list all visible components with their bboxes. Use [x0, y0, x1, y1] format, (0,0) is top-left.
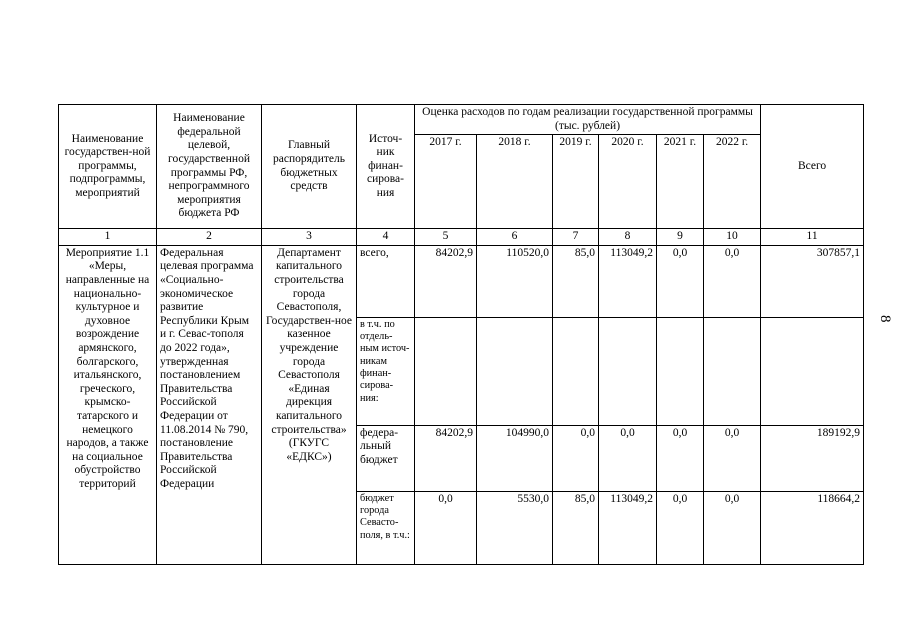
funding-source: всего,	[357, 245, 415, 317]
value-cell	[599, 317, 657, 425]
column-number: 9	[657, 229, 704, 246]
value-cell: 0,0	[704, 491, 761, 564]
event-name: Мероприятие 1.1 «Меры, направленные на национально-культурное и духовное возрождение армянского, болгарского, итальянского, греческого, крымско-татарского и немецкого народов, а также на социальное обустройство территорий	[59, 245, 157, 564]
value-cell: 0,0	[553, 425, 599, 491]
value-cell: 0,0	[657, 425, 704, 491]
value-cell: 84202,9	[415, 245, 477, 317]
header-year: 2019 г.	[553, 135, 599, 229]
value-cell	[415, 317, 477, 425]
column-number: 1	[59, 229, 157, 246]
value-cell: 0,0	[704, 245, 761, 317]
header-total: Всего	[761, 105, 864, 229]
value-cell: 84202,9	[415, 425, 477, 491]
value-cell	[477, 317, 553, 425]
header-budget-manager: Главный распорядитель бюджетных средств	[262, 105, 357, 229]
header-program-name: Наименование государствен-ной программы, подпрограммы, мероприятий	[59, 105, 157, 229]
funding-source: федера-льный бюджет	[357, 425, 415, 491]
header-year: 2017 г.	[415, 135, 477, 229]
total-cell: 189192,9	[761, 425, 864, 491]
column-number-row	[59, 229, 864, 246]
header-year: 2022 г.	[704, 135, 761, 229]
total-cell: 307857,1	[761, 245, 864, 317]
value-cell	[657, 317, 704, 425]
value-cell	[553, 317, 599, 425]
funding-source: в т.ч. по отдель-ным источ-никам финан-сирова-ния:	[357, 317, 415, 425]
column-number: 10	[704, 229, 761, 246]
budget-manager-name: Департамент капитального строительства города Севастополя, Государствен-ное казенное учреждение города Севастополя «Единая дирекция капитального строительства» (ГКУГС «ЕДКС»)	[262, 245, 357, 564]
header-year: 2018 г.	[477, 135, 553, 229]
total-cell: 118664,2	[761, 491, 864, 564]
total-cell	[761, 317, 864, 425]
header-row	[59, 105, 864, 135]
header-year: 2020 г.	[599, 135, 657, 229]
column-number: 11	[761, 229, 864, 246]
column-number: 2	[157, 229, 262, 246]
value-cell: 85,0	[553, 491, 599, 564]
value-cell: 104990,0	[477, 425, 553, 491]
column-number: 4	[357, 229, 415, 246]
header-federal-program: Наименование федеральной целевой, государственной программы РФ, непрограммного мероприятия бюджета РФ	[157, 105, 262, 229]
header-funding-source: Источ-ник финан-сирова-ния	[357, 105, 415, 229]
table-row	[59, 245, 864, 317]
value-cell: 113049,2	[599, 245, 657, 317]
page-number: 8	[877, 315, 893, 323]
column-number: 7	[553, 229, 599, 246]
value-cell: 5530,0	[477, 491, 553, 564]
budget-table	[58, 104, 864, 565]
column-number: 3	[262, 229, 357, 246]
value-cell: 110520,0	[477, 245, 553, 317]
column-number: 6	[477, 229, 553, 246]
value-cell: 0,0	[704, 425, 761, 491]
value-cell: 0,0	[657, 491, 704, 564]
value-cell: 0,0	[415, 491, 477, 564]
value-cell: 85,0	[553, 245, 599, 317]
value-cell: 0,0	[599, 425, 657, 491]
column-number: 8	[599, 229, 657, 246]
header-expense-estimate: Оценка расходов по годам реализации государственной программы (тыс. рублей)	[415, 105, 761, 135]
column-number: 5	[415, 229, 477, 246]
federal-program-name: Федеральная целевая программа «Социально-экономическое развитие Республики Крым и г. Севас-тополя до 2022 года», утвержденная постановлением Правительства Российской Федерации от 11.08.2014 № 790, постановление Правительства Российской Федерации	[157, 245, 262, 564]
value-cell	[704, 317, 761, 425]
value-cell: 113049,2	[599, 491, 657, 564]
header-year: 2021 г.	[657, 135, 704, 229]
funding-source: бюджет города Севасто-поля, в т.ч.:	[357, 491, 415, 564]
value-cell: 0,0	[657, 245, 704, 317]
